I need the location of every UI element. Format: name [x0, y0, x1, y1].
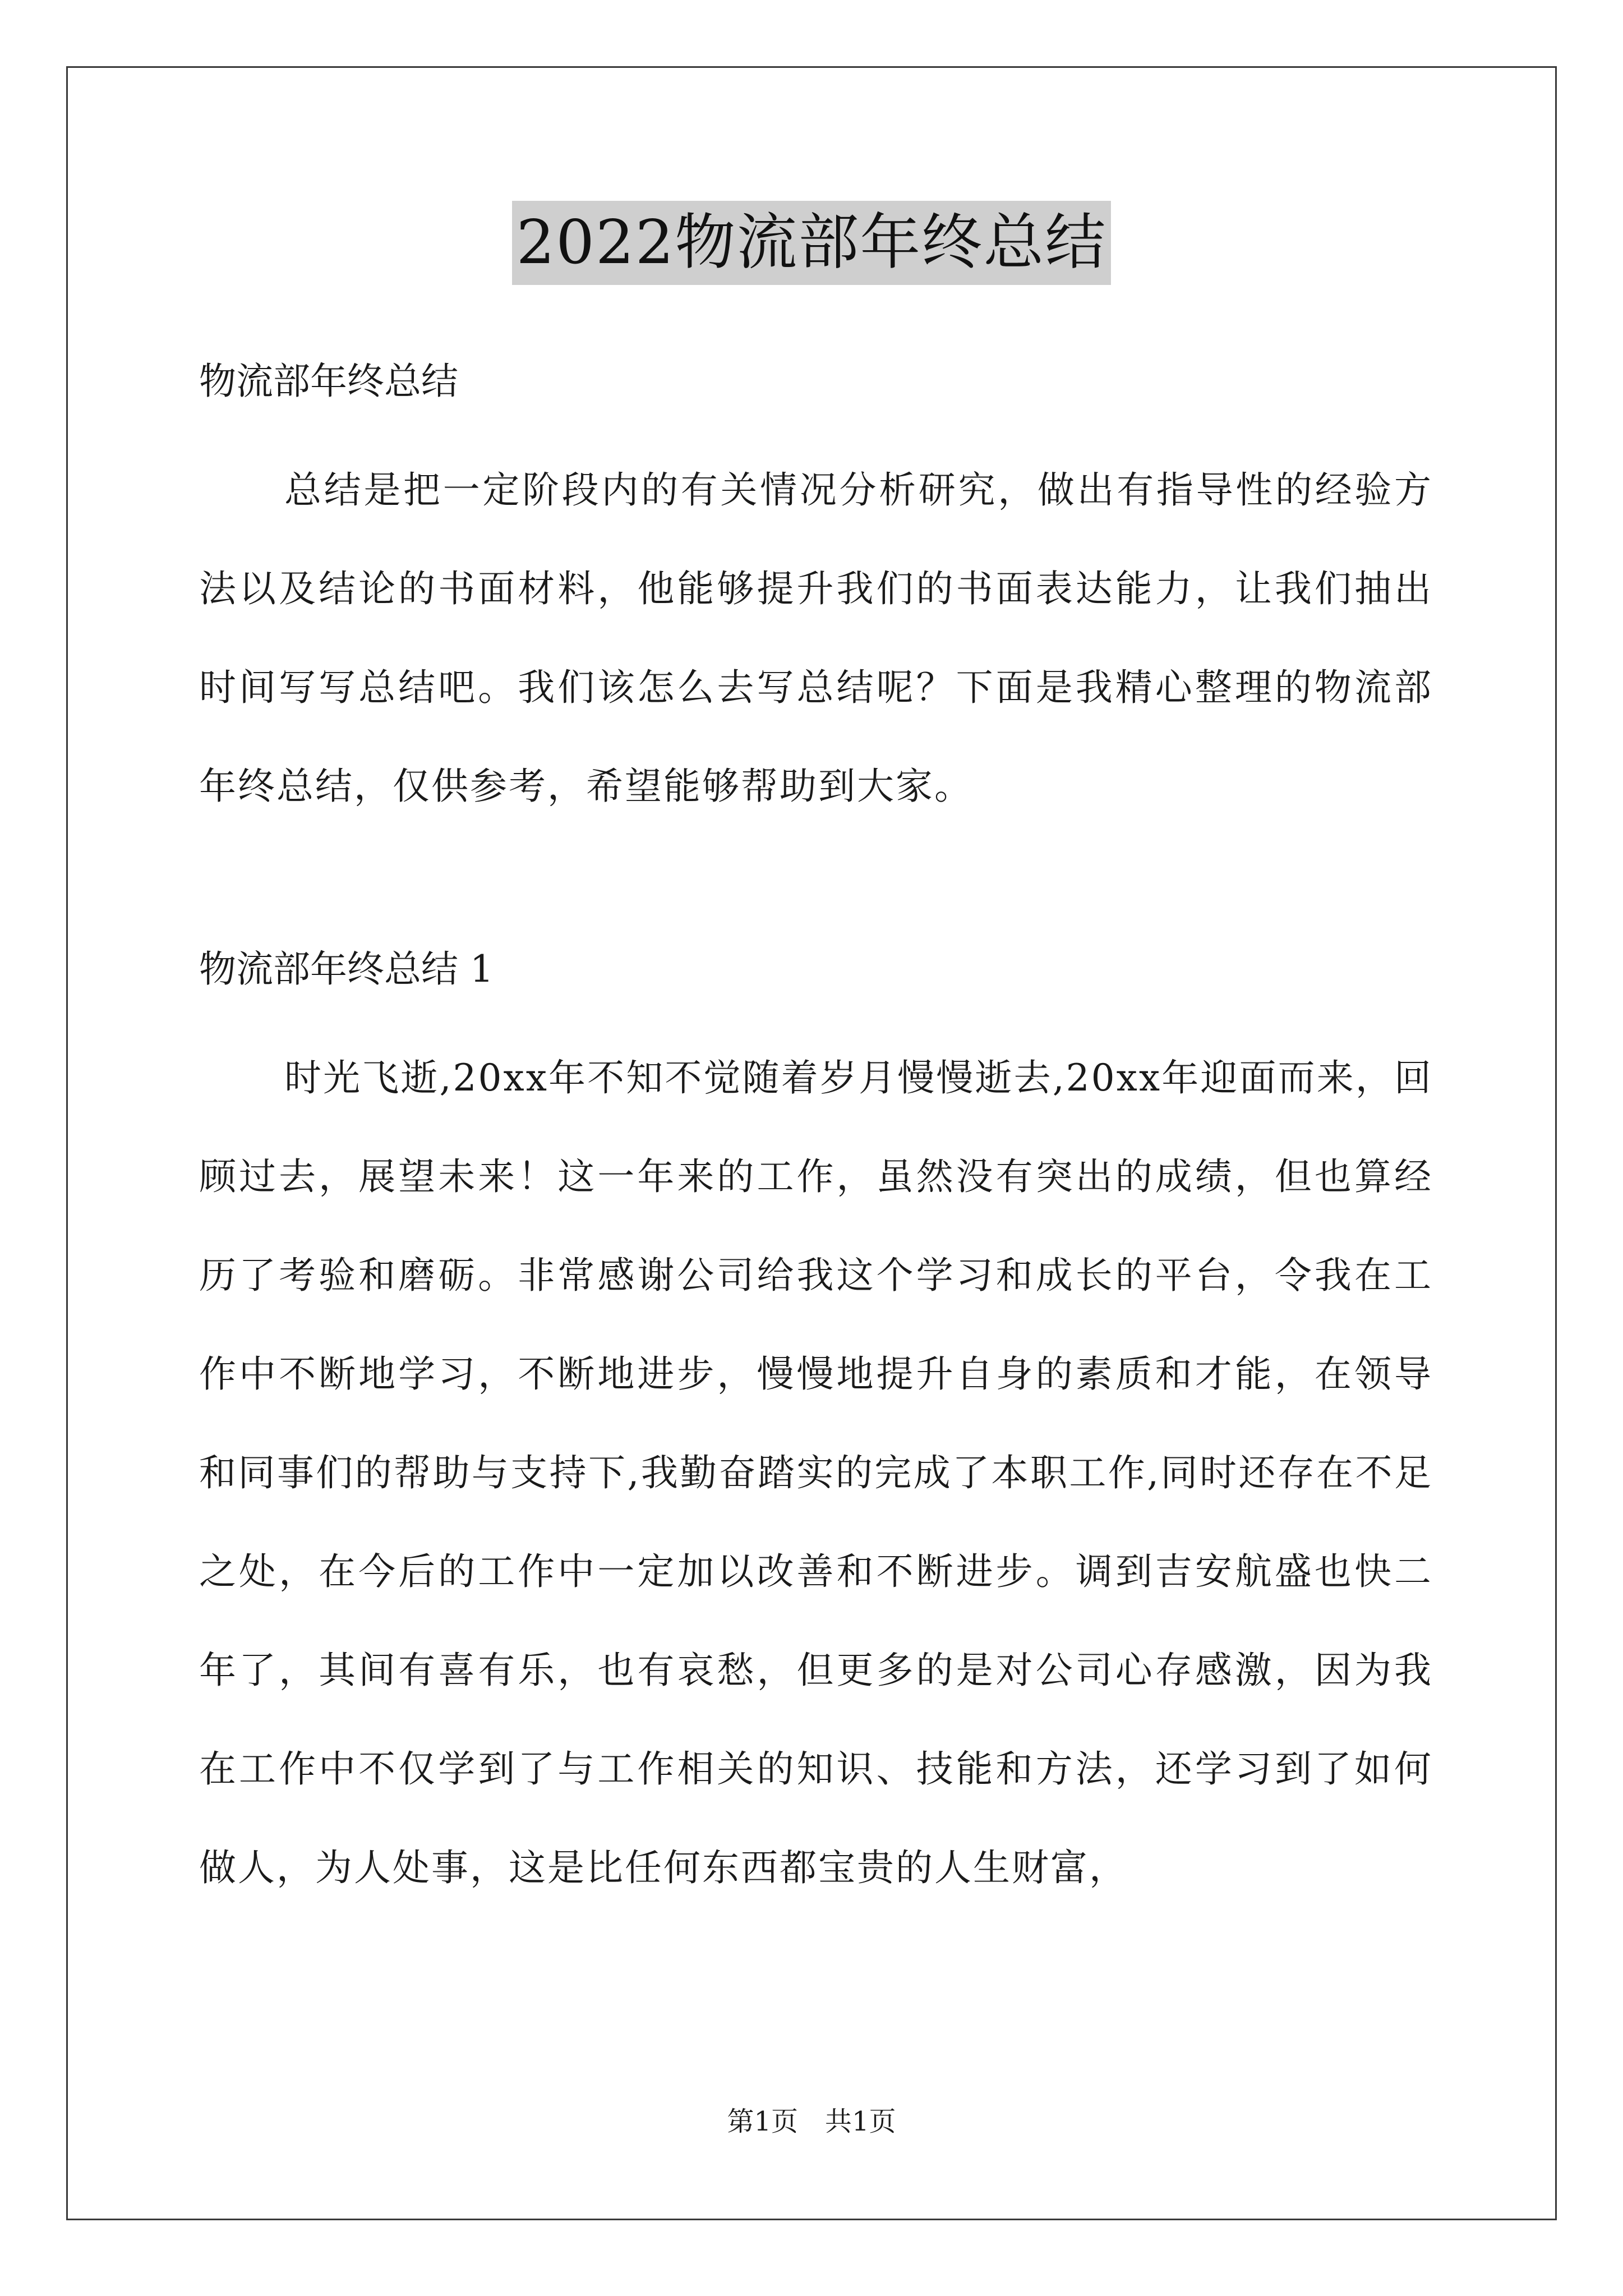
section-heading-1: 物流部年终总结 1 [199, 947, 494, 991]
intro-paragraph: 总结是把一定阶段内的有关情况分析研究，做出有指导性的经验方法以及结论的书面材料，他能够提升我们的书面表达能力，让我们抽出时间写写总结吧。我们该怎么去写总结呢？下面是我精心整理的物流部年终总结，仅供参考，希望能够帮助到大家。 [199, 468, 1433, 808]
document-title: 2022物流部年终总结 [512, 201, 1112, 285]
section-heading-intro: 物流部年终总结 [199, 360, 458, 403]
page-footer: 第1页 共1页 [727, 2106, 896, 2137]
section-1-paragraph: 时光飞逝,20xx年不知不觉随着岁月慢慢逝去,20xx年迎面而来，回顾过去，展望未来！这一年来的工作，虽然没有突出的成绩，但也算经历了考验和磨砺。非常感谢公司给我这个学习和成长的平台，令我在工作中不断地学习，不断地进步，慢慢地提升自身的素质和才能，在领导和同事们的帮助与支持下,我勤奋踏实的完成了本职工作,同时还存在不足之处，在今后的工作中一定加以改善和不断进步。调到吉安航盛也快二年了，其间有喜有乐，也有哀愁，但更多的是对公司心存感激，因为我在工作中不仅学到了与工作相关的知识、技能和方法，还学习到了如何做人，为人处事，这是比任何东西都宝贵的人生财富， [199, 1056, 1433, 1889]
spacer [199, 421, 1433, 441]
spacer [199, 1009, 1433, 1029]
title-container [0, 201, 1623, 285]
spacer [199, 836, 1433, 930]
document-body [199, 342, 1433, 1917]
